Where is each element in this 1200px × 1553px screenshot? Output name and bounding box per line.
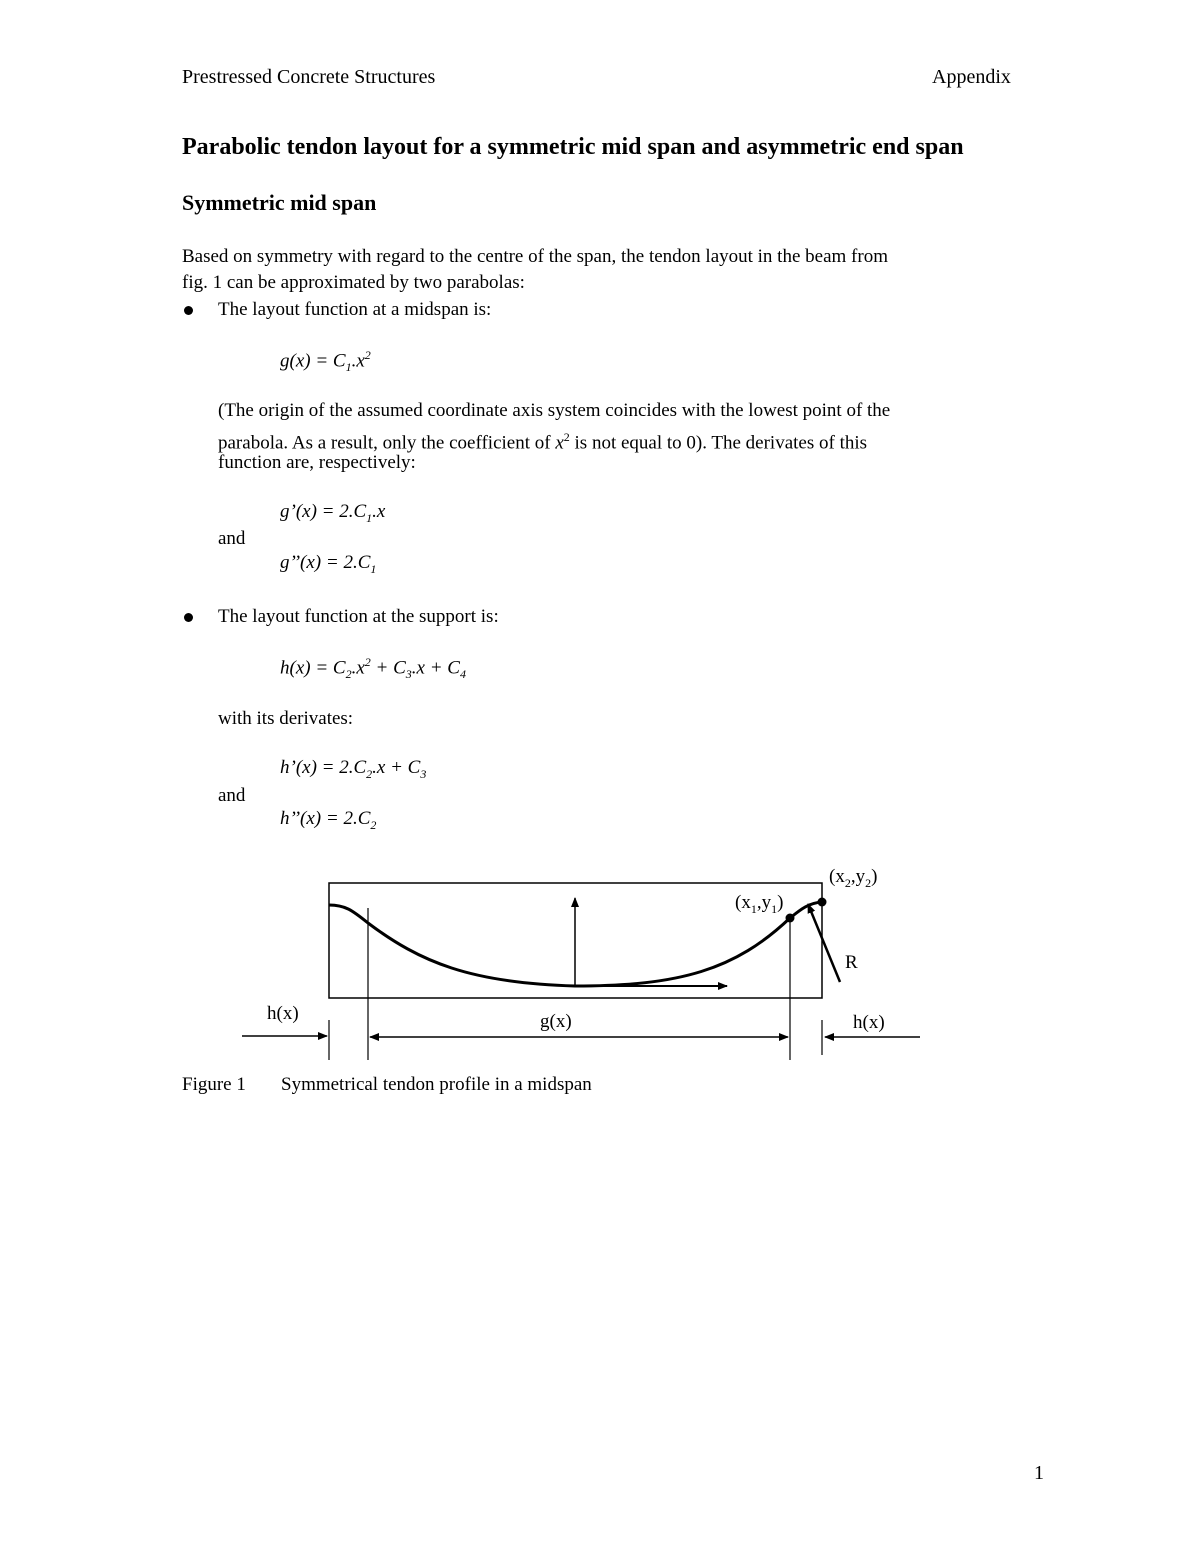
- equation-h-double-prime: h’’(x) = $2.C_2$: [280, 808, 377, 832]
- label-g: g(x): [540, 1011, 572, 1032]
- figure-caption-text: Symmetrical tendon profile in a midspan: [281, 1074, 592, 1095]
- label-h-right: h(x): [853, 1012, 885, 1033]
- note-line-1: (The origin of the assumed coordinate axis system coincides with the lowest point of the: [218, 400, 891, 421]
- and-text-2: and: [218, 785, 246, 806]
- point-x2-y2: [818, 898, 827, 907]
- section-heading: Symmetric mid span: [182, 190, 377, 215]
- bullet-text-midspan: The layout function at a midspan is:: [218, 299, 492, 320]
- note-line-3: function are, respectively:: [218, 452, 416, 473]
- and-text-1: and: [218, 528, 246, 549]
- label-x2-y2: $(x_2,y_2)$: [829, 866, 878, 890]
- bullet-text-support: The layout function at the support is:: [218, 606, 499, 627]
- page-title: Parabolic tendon layout for a symmetric mid span and asymmetric end span: [182, 134, 964, 160]
- equation-g: $g(x) = C_1.x^2$: [280, 348, 371, 375]
- page-number: 1: [1034, 1462, 1044, 1484]
- equation-h: $h(x) = C_2.x^2 + C_3.x + C_4$: [280, 655, 466, 682]
- equation-g-double-prime: g’’(x) = $2.C_1$: [280, 552, 377, 576]
- label-r: R: [845, 952, 858, 973]
- intro-line-2: fig. 1 can be approximated by two parabolas:: [182, 272, 525, 293]
- figure-caption-number: Figure 1: [182, 1074, 246, 1095]
- intro-line-1: Based on symmetry with regard to the centre of the span, the tendon layout in the beam from: [182, 246, 888, 267]
- header-right: Appendix: [932, 66, 1011, 88]
- label-x1-y1: $(x_1,y_1)$: [735, 892, 784, 916]
- equation-g-prime: g’(x) = $2.C_1.x$: [280, 501, 386, 525]
- with-derivates-text: with its derivates:: [218, 708, 354, 729]
- equation-h-prime: h’(x) = $2.C_2.x + C_3$: [280, 757, 427, 781]
- header-left: Prestressed Concrete Structures: [182, 66, 436, 88]
- radius-arrow: [808, 904, 840, 982]
- label-h-left: h(x): [267, 1003, 299, 1024]
- note-line-2: parabola. As a result, only the coefficient of $x^2$ is not equal to 0). The derivates of this: [218, 430, 868, 454]
